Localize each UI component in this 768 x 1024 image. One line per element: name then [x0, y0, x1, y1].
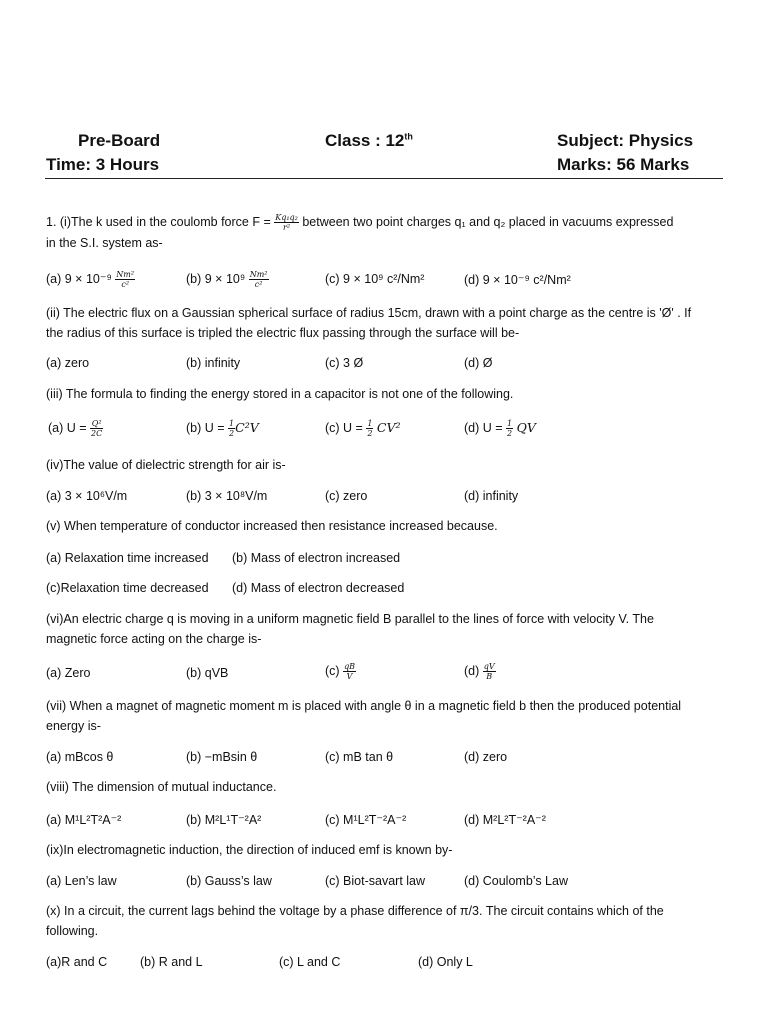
- q1-option-b[interactable]: [186, 270, 269, 289]
- subject-label: Subject: Physics: [557, 131, 694, 150]
- q10-option-a[interactable]: (a)R and C: [46, 955, 108, 969]
- q2-line2: the radius of this surface is tripled the electric flux passing through the surface will be-: [46, 326, 520, 340]
- q3-c-den: 2: [367, 429, 373, 438]
- q6-d-num: qV: [483, 662, 495, 671]
- q1-text-pre: 1. (i)The k used in the coulomb force F =: [46, 214, 275, 229]
- q10-option-c[interactable]: (c) L and C: [279, 955, 341, 969]
- q4-line1: (iv)The value of dielectric strength for air is-: [46, 458, 286, 472]
- q4-option-d[interactable]: (d) infinity: [464, 489, 519, 503]
- q6-d-frac: [483, 662, 496, 681]
- q7-option-b[interactable]: (b) −mBsin θ: [186, 750, 258, 764]
- q2-option-d[interactable]: (d) Ø: [464, 356, 493, 370]
- q1-line2: in the S.I. system as-: [46, 236, 163, 250]
- q2-option-a[interactable]: (a) zero: [46, 356, 90, 370]
- q1-line1: [46, 213, 673, 232]
- header-rule: [45, 178, 723, 179]
- q4-option-a[interactable]: (a) 3 × 10⁶V/m: [46, 489, 128, 503]
- q4-option-c[interactable]: (c) zero: [325, 489, 368, 503]
- q5-option-d[interactable]: (d) Mass of electron decreased: [232, 581, 405, 595]
- q8-option-c[interactable]: (c) M¹L²T⁻²A⁻²: [325, 813, 407, 827]
- q1-b-text: (b) 9 × 10⁹: [186, 271, 246, 286]
- q3-b-text: (b) U =: [186, 420, 225, 435]
- q6-c-text: (c): [325, 663, 340, 678]
- q8-option-a[interactable]: (a) M¹L²T²A⁻²: [46, 813, 122, 827]
- q1-option-c[interactable]: (c) 9 × 10⁹ c²/Nm²: [325, 272, 425, 286]
- q7-line2: energy is-: [46, 719, 101, 733]
- q3-option-d[interactable]: [464, 419, 536, 438]
- q1-option-d[interactable]: (d) 9 × 10⁻⁹ c²/Nm²: [464, 273, 571, 287]
- q1-frac-den: r²: [283, 223, 291, 232]
- q1-a-num: Nm²: [116, 270, 135, 279]
- q3-a-den: 2C: [91, 429, 103, 438]
- q6-d-text: (d): [464, 663, 480, 678]
- q1-a-den: c²: [121, 280, 130, 289]
- q3-d-post: QV: [516, 419, 536, 435]
- q6-c-num: qB: [344, 662, 356, 671]
- class-text: Class : 12: [325, 131, 405, 150]
- q5-option-b[interactable]: (b) Mass of electron increased: [232, 551, 401, 565]
- q1-text-post: between two point charges q₁ and q₂ placed in vacuums expressed: [298, 214, 674, 229]
- q6-d-den: B: [486, 672, 493, 681]
- q6-line1: (vi)An electric charge q is moving in a uniform magnetic field B parallel to the lines of force with velocity V. The: [46, 612, 654, 626]
- q3-d-frac: [506, 419, 513, 438]
- q3-a-text: (a) U =: [48, 420, 87, 435]
- q9-option-a[interactable]: (a) Len’s law: [46, 874, 117, 888]
- q9-option-d[interactable]: (d) Coulomb’s Law: [464, 874, 568, 888]
- q6-option-b[interactable]: (b) qVB: [186, 666, 229, 680]
- q7-line1: (vii) When a magnet of magnetic moment m is placed with angle θ in a magnetic field b then the produced potential: [46, 699, 682, 713]
- q3-d-num: 1: [507, 419, 513, 428]
- q3-c-text: (c) U =: [325, 420, 363, 435]
- q9-option-b[interactable]: (b) Gauss’s law: [186, 874, 272, 888]
- q3-a-frac: [90, 419, 103, 438]
- q7-option-c[interactable]: (c) mB tan θ: [325, 750, 394, 764]
- q6-option-a[interactable]: (a) Zero: [46, 666, 91, 680]
- q1-b-frac: [249, 270, 269, 289]
- q10-line1: (x) In a circuit, the current lags behind the voltage by a phase difference of π/3. The circuit contains which of the: [46, 904, 664, 918]
- q3-c-num: 1: [367, 419, 373, 428]
- q9-option-c[interactable]: (c) Biot-savart law: [325, 874, 426, 888]
- q1-a-text: (a) 9 × 10⁻⁹: [46, 271, 112, 286]
- q6-c-frac: [343, 662, 356, 681]
- q3-c-frac: [366, 419, 373, 438]
- q6-option-c[interactable]: [325, 662, 356, 681]
- q7-option-a[interactable]: (a) mBcos θ: [46, 750, 114, 764]
- q10-option-b[interactable]: (b) R and L: [140, 955, 203, 969]
- q3-option-c[interactable]: [325, 419, 401, 438]
- class-sup: th: [404, 131, 413, 142]
- q3-d-den: 2: [507, 429, 513, 438]
- q6-c-den: V: [346, 672, 353, 681]
- q1-option-a[interactable]: [46, 270, 135, 289]
- q6-option-d[interactable]: [464, 662, 496, 681]
- q10-option-d[interactable]: (d) Only L: [418, 955, 473, 969]
- time-label: Time: 3 Hours: [46, 155, 160, 174]
- q1-frac-num: Kq₁q₂: [275, 213, 298, 222]
- q1-fraction: [274, 213, 299, 232]
- q3-b-num: 1: [229, 419, 235, 428]
- q4-option-b[interactable]: (b) 3 × 10⁸V/m: [186, 489, 268, 503]
- q3-b-den: 2: [229, 429, 235, 438]
- q6-line2: magnetic force acting on the charge is-: [46, 632, 262, 646]
- q3-option-a[interactable]: [48, 419, 103, 438]
- exam-title: Pre-Board: [78, 131, 161, 150]
- q1-b-den: c²: [254, 280, 263, 289]
- q5-line1: (v) When temperature of conductor increased then resistance increased because.: [46, 519, 498, 533]
- q3-line1: (iii) The formula to finding the energy stored in a capacitor is not one of the following.: [46, 387, 514, 401]
- q10-line2: following.: [46, 924, 99, 938]
- q3-b-post: C²V: [235, 419, 259, 435]
- q3-d-text: (d) U =: [464, 420, 503, 435]
- q5-option-c[interactable]: (c)Relaxation time decreased: [46, 581, 209, 595]
- q2-option-b[interactable]: (b) infinity: [186, 356, 241, 370]
- q2-option-c[interactable]: (c) 3 Ø: [325, 356, 364, 370]
- class-label: [325, 131, 413, 151]
- q8-option-b[interactable]: (b) M²L¹T⁻²A²: [186, 813, 262, 827]
- q1-a-frac: [115, 270, 135, 289]
- q3-a-num: Q²: [91, 419, 102, 428]
- q1-b-num: Nm²: [249, 270, 268, 279]
- q8-option-d[interactable]: (d) M²L²T⁻²A⁻²: [464, 813, 546, 827]
- q5-option-a[interactable]: (a) Relaxation time increased: [46, 551, 209, 565]
- q2-line1: (ii) The electric flux on a Gaussian spherical surface of radius 15cm, drawn with a point charge as the centre is 'Ø' . If: [46, 306, 692, 320]
- q3-c-post: CV²: [376, 419, 401, 435]
- q8-line1: (viii) The dimension of mutual inductance.: [46, 780, 277, 794]
- q7-option-d[interactable]: (d) zero: [464, 750, 508, 764]
- q9-line1: (ix)In electromagnetic induction, the direction of induced emf is known by-: [46, 843, 453, 857]
- marks-label: Marks: 56 Marks: [557, 155, 690, 174]
- q3-option-b[interactable]: [186, 419, 259, 438]
